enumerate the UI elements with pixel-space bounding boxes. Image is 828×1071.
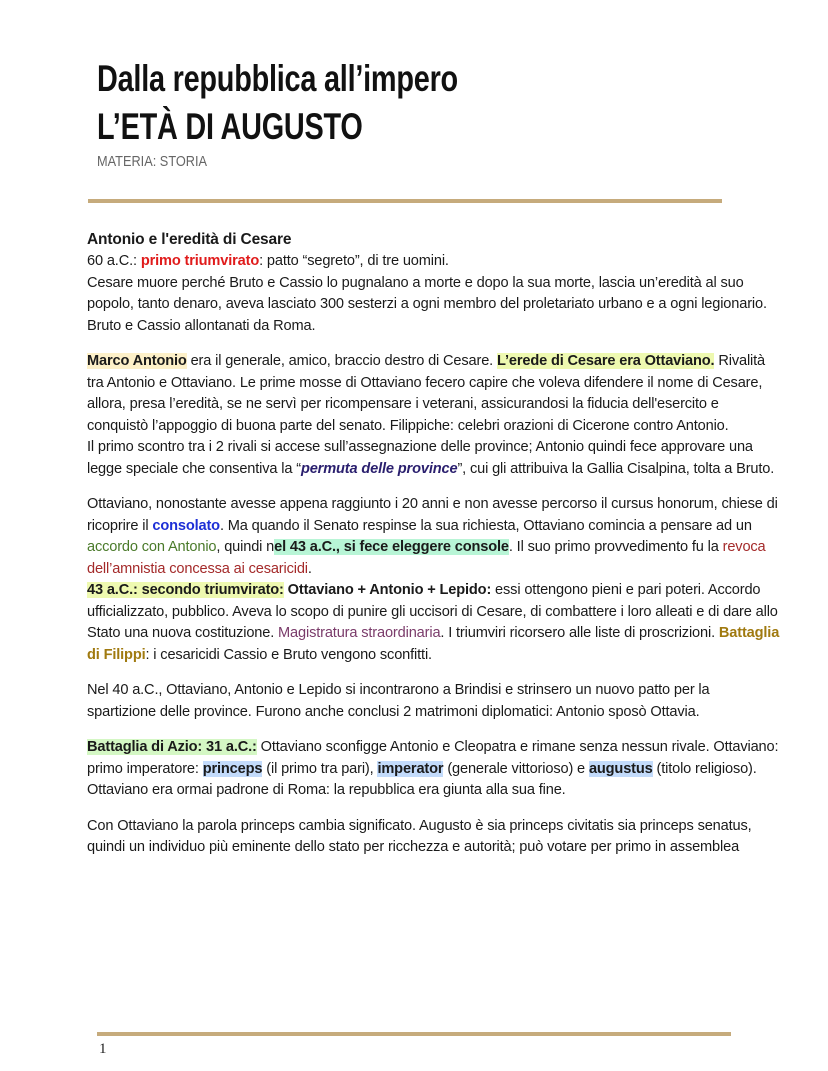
page-number: 1 [99, 1041, 107, 1057]
highlighted-text: L’erede di Cesare era Ottaviano. [497, 353, 715, 369]
text-run: Il primo scontro tra i 2 rivali si accese sull’assegnazione delle province; Antonio quindi fece approvare una legge speciale che consentiva la “ [87, 439, 753, 477]
subject-label: MATERIA: STORIA [97, 153, 208, 170]
text-run: Rivalità tra Antonio e Ottaviano. Le prime mosse di Ottaviano fecero capire che voleva difendere il nome di Cesare, allora, presa l’eredità, se ne servì per ricompensare i veterani, assicurandosi la fiducia dell'esercito e conquistò l’appoggio di buona parte del senato. Filippiche: celebri orazioni di Cicerone contro Antonio. [87, 353, 766, 434]
text-run: Ottaviano, nonostante avesse appena raggiunto i 20 anni e non avesse percorso il cursus honorum, chiese di ricoprire il [87, 496, 778, 534]
highlighted-text: Marco Antonio [87, 353, 187, 369]
highlighted-text: princeps [202, 760, 263, 777]
highlighted-text: imperator [377, 760, 444, 777]
highlighted-text: permuta delle province [300, 460, 458, 477]
text-run: , quindi n [216, 539, 275, 555]
text-run: Ottaviano sconfigge Antonio e Cleopatra e rimane senza nessun rivale. Ottaviano: primo imperatore: [87, 739, 779, 777]
paragraph [87, 273, 782, 338]
text-run: Cesare muore perché Bruto e Cassio lo pugnalano a morte e dopo la sua morte, lascia un’eredità al suo popolo, tanto denaro, aveva lasciato 300 sesterzi a ogni membro del proletariato urbano e a ogni legionario. Bruto e Cassio allontanati da Roma. [87, 274, 767, 334]
paragraph [87, 580, 782, 666]
text-run: essi ottengono pieni e pari poteri. Accordo ufficializzato, pubblico. Aveva lo scopo di punire gli uccisori di Cesare, di combattere i loro alleati e di dare allo Stato una nuova costituzione. [87, 582, 778, 641]
text-run: . Il suo primo provvedimento fu la [508, 539, 723, 555]
document-body [87, 229, 782, 859]
paragraphs [87, 251, 782, 859]
text-run: : patto “segreto”, di tre uomini. [259, 253, 449, 269]
document-title: Dalla repubblica all’impero [97, 58, 458, 99]
paragraph [87, 437, 782, 480]
highlighted-text: Battaglia di Filippi [87, 625, 780, 663]
text-run: ”, cui gli attribuiva la Gallia Cisalpina, tolta a Bruto. [457, 460, 775, 477]
text-run: . I triumviri ricorsero alle liste di proscrizioni. [440, 625, 719, 641]
highlighted-text: accordo con Antonio [87, 539, 217, 555]
paragraph [87, 680, 782, 723]
paragraph [87, 351, 782, 437]
paragraph [87, 816, 782, 859]
paragraph [87, 494, 782, 580]
header-divider [88, 199, 722, 203]
text-run: era il generale, amico, braccio destro di Cesare. [186, 353, 497, 369]
highlighted-text: 43 a.C.: secondo triumvirato: [87, 582, 284, 598]
highlighted-text: Battaglia di Azio: 31 a.C.: [87, 739, 257, 755]
text-run: Con Ottaviano la parola princeps cambia significato. Augusto è sia princeps civitatis sia princeps senatus, quindi un individuo più eminente dello stato per ricchezza e autorità; può votare per primo in assemblea [87, 817, 752, 855]
text-run: 60 a.C.: [87, 253, 141, 269]
highlighted-text: Magistratura straordinaria [278, 625, 441, 641]
highlighted-text: augustus [588, 760, 653, 777]
text-run: (generale vittorioso) e [443, 760, 589, 777]
text-run: (titolo religioso). Ottaviano era ormai padrone di Roma: la repubblica era giunta alla sua fine. [87, 760, 757, 798]
footer-divider [97, 1032, 731, 1036]
paragraph [87, 737, 782, 802]
highlighted-text: el 43 a.C., si fece eleggere console [274, 539, 509, 555]
highlighted-text: primo triumvirato [140, 253, 260, 269]
text-run: (il primo tra pari), [262, 760, 378, 777]
section-heading: Antonio e l'eredità di Cesare [87, 231, 292, 248]
highlighted-text: revoca dell’amnistia concessa ai cesaricidi [87, 539, 766, 577]
text-run: Nel 40 a.C., Ottaviano, Antonio e Lepido si incontrarono a Brindisi e strinsero un nuovo patto per la spartizione delle province. Furono anche conclusi 2 matrimoni diplomatici: Antonio sposò Ottavia. [87, 682, 710, 720]
document-subtitle: L’ETÀ DI AUGUSTO [97, 106, 363, 147]
text-run: . [307, 560, 312, 577]
text-run: : i cesaricidi Cassio e Bruto vengono sconfitti. [145, 646, 432, 663]
highlighted-text: consolato [152, 517, 220, 534]
paragraph [87, 251, 782, 273]
text-run: . Ma quando il Senato respinse la sua richiesta, Ottaviano comincia a pensare ad un [219, 517, 752, 534]
highlighted-text: Ottaviano + Antonio + Lepido: [287, 582, 492, 598]
